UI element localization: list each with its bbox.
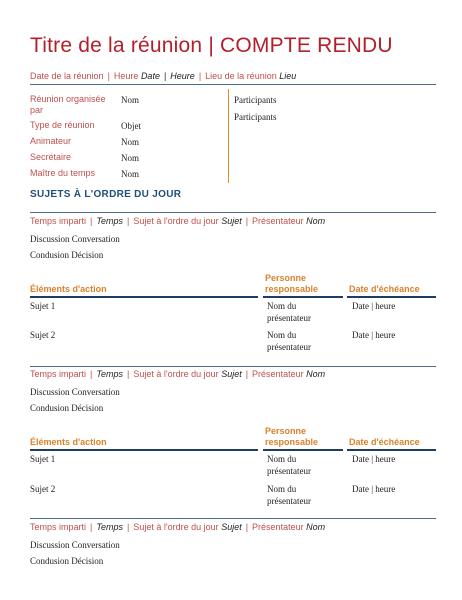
actions-rule-right [347, 296, 436, 298]
action-deadline-cell: Date | heure [352, 454, 396, 464]
participants-1: Participants [234, 95, 277, 105]
meeting-time-value: Heure [170, 71, 195, 81]
agenda-topic-value: Sujet [221, 522, 242, 532]
action-items-header: Éléments d'action [30, 437, 107, 447]
discussion-text: Discussion Conversation [30, 387, 120, 397]
action-item-cell: Sujet 1 [30, 454, 56, 464]
meeting-location-label: Lieu de la réunion [205, 71, 277, 81]
action-deadline-cell: Date | heure [352, 484, 396, 494]
agenda-topic-value: Sujet [221, 369, 242, 379]
action-owner-cell: Nom du présentateur [267, 330, 311, 352]
agenda-item-1-divider [30, 212, 436, 213]
actions-rule-right [347, 449, 436, 451]
meeting-date-value: Date [140, 71, 160, 81]
agenda-topic-label: Sujet à l'ordre du jour [133, 216, 219, 226]
meeting-meta-line: Date de la réunion | Heure Date | Heure | Lieu de la réunion Lieu [30, 71, 297, 81]
owner-header: Personne responsable [265, 273, 319, 294]
deadline-header: Date d'échéance [349, 284, 420, 294]
organizer-label: Réunion organisée par [30, 94, 106, 115]
action-deadline-cell: Date | heure [352, 301, 396, 311]
timekeeper-value: Nom [121, 169, 139, 179]
owner-header: Personne responsable [265, 426, 319, 447]
time-allotted-value: Temps [96, 216, 124, 226]
discussion-text: Discussion Conversation [30, 540, 120, 550]
discussion-text: Discussion Conversation [30, 234, 120, 244]
meeting-location-value: Lieu [279, 71, 297, 81]
action-item-cell: Sujet 1 [30, 301, 56, 311]
action-owner-cell: Nom du présentateur [267, 301, 311, 323]
time-allotted-label: Temps imparti [30, 216, 87, 226]
presenter-label: Présentateur [252, 522, 304, 532]
agenda-item-1-line: Temps imparti | Temps | Sujet à l'ordre du jour Sujet | Présentateur Nom [30, 216, 326, 226]
agenda-item-3-line: Temps imparti | Temps | Sujet à l'ordre du jour Sujet | Présentateur Nom [30, 522, 326, 532]
secretary-label: Secrétaire [30, 152, 72, 162]
participants-2: Participants [234, 112, 277, 122]
agenda-item-3-divider [30, 518, 436, 519]
conclusion-text: Condusion Décision [30, 403, 104, 413]
secretary-value: Nom [121, 153, 139, 163]
agenda-topic-label: Sujet à l'ordre du jour [133, 522, 219, 532]
action-deadline-cell: Date | heure [352, 330, 396, 340]
presenter-value: Nom [306, 216, 326, 226]
organizer-value: Nom [121, 95, 139, 105]
action-items-header: Éléments d'action [30, 284, 107, 294]
conclusion-text: Condusion Décision [30, 556, 104, 566]
agenda-item-2-line: Temps imparti | Temps | Sujet à l'ordre du jour Sujet | Présentateur Nom [30, 369, 326, 379]
action-item-cell: Sujet 2 [30, 484, 56, 494]
presenter-value: Nom [306, 369, 326, 379]
actions-rule-left [30, 449, 258, 451]
deadline-header: Date d'échéance [349, 437, 420, 447]
agenda-item-2-divider [30, 366, 436, 367]
time-allotted-value: Temps [96, 369, 124, 379]
meeting-type-value: Objet [121, 121, 141, 131]
facilitator-label: Animateur [30, 136, 72, 146]
info-column-divider [228, 89, 229, 183]
presenter-label: Présentateur [252, 369, 304, 379]
agenda-topic-value: Sujet [221, 216, 242, 226]
timekeeper-label: Maître du temps [30, 168, 96, 178]
agenda-topic-label: Sujet à l'ordre du jour [133, 369, 219, 379]
conclusion-text: Condusion Décision [30, 250, 104, 260]
meeting-type-label: Type de réunion [30, 120, 95, 130]
actions-rule-mid [263, 449, 343, 451]
facilitator-value: Nom [121, 137, 139, 147]
actions-rule-left [30, 296, 258, 298]
action-owner-cell: Nom du présentateur [267, 484, 311, 506]
meeting-date-label: Date de la réunion [30, 71, 104, 81]
header-divider [30, 84, 436, 85]
time-allotted-label: Temps imparti [30, 369, 87, 379]
actions-rule-mid [263, 296, 343, 298]
document-title: Titre de la réunion | COMPTE RENDU [30, 34, 393, 57]
agenda-heading: SUJETS À L'ORDRE DU JOUR [30, 189, 182, 200]
presenter-label: Présentateur [252, 216, 304, 226]
presenter-value: Nom [306, 522, 326, 532]
meeting-time-label: Heure [113, 71, 139, 81]
time-allotted-value: Temps [96, 522, 124, 532]
action-owner-cell: Nom du présentateur [267, 454, 311, 476]
action-item-cell: Sujet 2 [30, 330, 56, 340]
time-allotted-label: Temps imparti [30, 522, 87, 532]
